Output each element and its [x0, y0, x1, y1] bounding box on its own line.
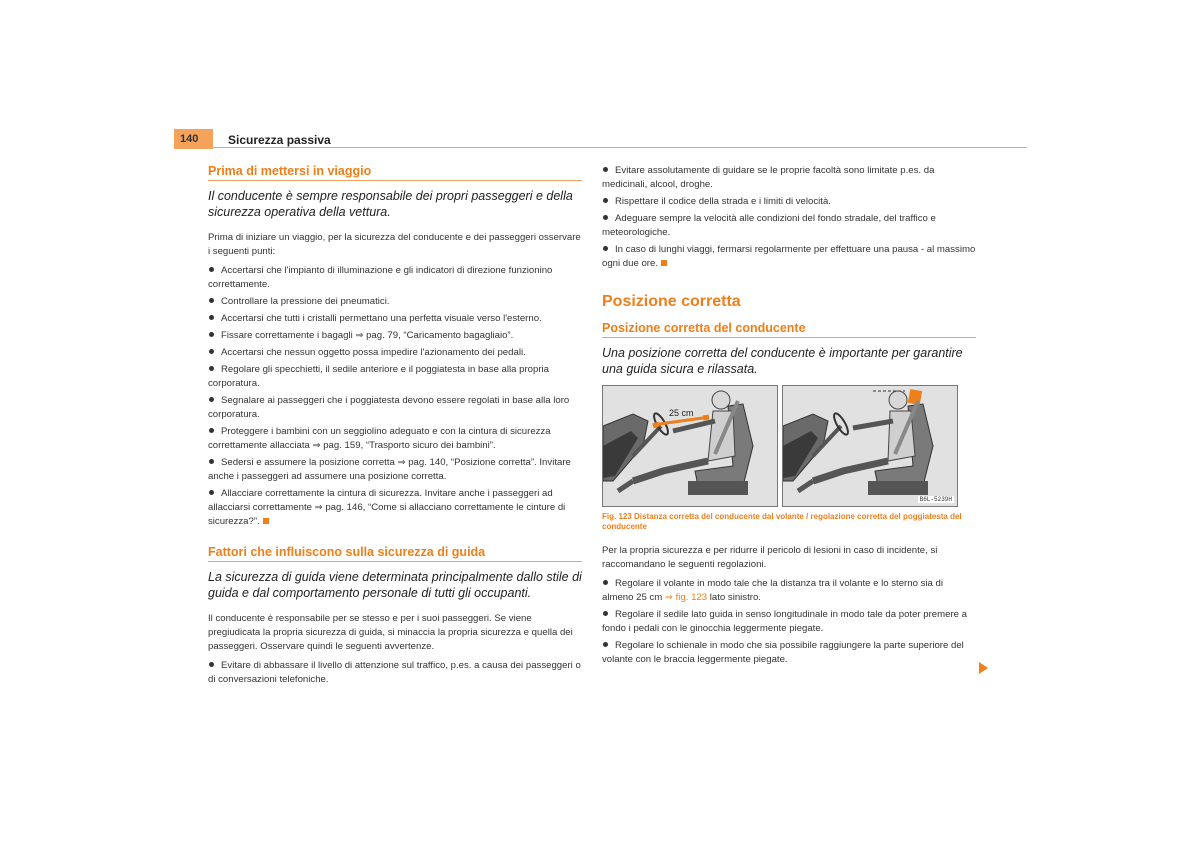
bullet-dot — [209, 349, 214, 354]
bullet-dot — [603, 246, 608, 251]
bullet-dot — [603, 611, 608, 616]
figure-link[interactable]: ⇒ fig. 123 — [664, 592, 708, 603]
list-item: Adeguare sempre la velocità alle condizioni del fondo stradale, del traffico e meteorologiche. — [602, 213, 936, 238]
list-item: Allacciare correttamente la cintura di sicurezza. Invitare anche i passeggeri ad allacciarsi correttamente ⇒ pag. 146, “Come si allacciano correttamente le cinture di sicurezza?”. — [208, 488, 566, 527]
list-item: Fissare correttamente i bagagli ⇒ pag. 79, “Caricamento bagagliaio”. — [208, 329, 582, 343]
section-title: Sicurezza passiva — [228, 133, 331, 147]
list-item: Segnalare ai passeggeri che i poggiatesta devono essere regolati in base alla loro corporatura. — [208, 395, 570, 420]
end-square — [263, 518, 269, 524]
list-item: Regolare lo schienale in modo che sia possibile raggiungere la parte superiore del volante con le braccia leggermente piegate. — [602, 640, 964, 665]
section-heading-prima: Prima di mettersi in viaggio — [208, 164, 582, 181]
list-item: Accertarsi che nessun oggetto possa impedire l'azionamento dei pedali. — [208, 346, 582, 360]
section-intro: Una posizione corretta del conducente è importante per garantire una guida sicura e rilassata. — [602, 346, 963, 376]
bullet-dot — [209, 397, 214, 402]
bullet-dot — [209, 366, 214, 371]
end-square — [661, 260, 667, 266]
section-intro: La sicurezza di guida viene determinata principalmente dallo stile di guida e dal comportamento personale di tutti gli occupanti. — [208, 570, 582, 600]
bullet-dot — [209, 332, 214, 337]
page-number: 140 — [180, 133, 199, 145]
list-item: Controllare la pressione dei pneumatici. — [208, 295, 582, 309]
bullet-dot — [209, 267, 214, 272]
bullet-dot — [603, 642, 608, 647]
figure-caption: Fig. 123 Distanza corretta del conducente dal volante / regolazione corretta del poggiatesta del conducente — [602, 512, 962, 531]
list-item: In caso di lunghi viaggi, fermarsi regolarmente per effettuare una pausa - al massimo ogni due ore. — [602, 244, 976, 269]
continue-arrow-icon[interactable] — [979, 662, 988, 674]
bullet-dot — [209, 428, 214, 433]
list-item: Accertarsi che l'impianto di illuminazione e gli indicatori di direzione funzionino correttamente. — [208, 265, 553, 290]
section-intro: Il conducente è sempre responsabile dei propri passeggeri e della sicurezza operativa della vettura. — [208, 189, 573, 219]
list-item: Evitare assolutamente di guidare se le proprie facoltà sono limitate p.es. da medicinali, alcool, droghe. — [602, 165, 935, 190]
bullet-dot — [209, 662, 214, 667]
bullet-dot — [603, 198, 608, 203]
bullet-dot — [209, 459, 214, 464]
header-rule — [213, 147, 1027, 148]
figure-right-panel — [782, 385, 958, 507]
main-heading: Posizione corretta — [602, 293, 741, 310]
bullet-dot — [209, 315, 214, 320]
left-column — [208, 164, 582, 690]
list-item: Accertarsi che tutti i cristalli permettano una perfetta visuale verso l'esterno. — [208, 312, 582, 326]
bullet-dot — [209, 298, 214, 303]
figure-123 — [602, 385, 958, 507]
driver-distance-illustration — [603, 386, 777, 506]
list-item: Rispettare il codice della strada e i limiti di velocità. — [602, 195, 976, 209]
image-code: B6L-5239H — [919, 496, 952, 503]
list-item: Sedersi e assumere la posizione corretta ⇒ pag. 140, “Posizione corretta”. Invitare anche i passeggeri ad assumere una posizione corretta. — [208, 457, 571, 482]
section-heading-fattori: Fattori che influiscono sulla sicurezza di guida — [208, 545, 582, 562]
paragraph: Prima di iniziare un viaggio, per la sicurezza del conducente e dei passeggeri osservare i seguenti punti: — [208, 232, 581, 257]
sub-heading: Posizione corretta del conducente — [602, 321, 976, 338]
list-item: Evitare di abbassare il livello di attenzione sul traffico, p.es. a causa dei passeggeri o di conversazioni telefoniche. — [208, 660, 581, 685]
bullet-dot — [209, 490, 214, 495]
right-column — [602, 164, 976, 670]
headrest-illustration — [783, 386, 957, 506]
bullet-dot — [603, 580, 608, 585]
list-item: Proteggere i bambini con un seggiolino adeguato e con la cintura di sicurezza correttamente allacciata ⇒ pag. 159, “Trasporto sicuro dei bambini”. — [208, 426, 551, 451]
list-item: Regolare il volante in modo tale che la distanza tra il volante e lo sterno sia di almeno 25 cm ⇒ fig. 123 lato sinistro. — [602, 578, 943, 603]
distance-label: 25 cm — [669, 408, 694, 418]
list-item: Regolare il sedile lato guida in senso longitudinale in modo tale da poter premere a fondo i pedali con le ginocchia leggermente piegate. — [602, 609, 967, 634]
bullet-dot — [603, 215, 608, 220]
paragraph: Il conducente è responsabile per se stesso e per i suoi passeggeri. Se viene pregiudicata la propria sicurezza di guida, si minaccia la propria sicurezza e quella dei passeggeri. Osservare quindi le seguenti avvertenze. — [208, 613, 573, 652]
paragraph: Per la propria sicurezza e per ridurre il pericolo di lesioni in caso di incidente, si raccomandano le seguenti regolazioni. — [602, 545, 938, 570]
figure-left-panel — [602, 385, 778, 507]
bullet-dot — [603, 167, 608, 172]
list-item: Regolare gli specchietti, il sedile anteriore e il poggiatesta in base alla propria corporatura. — [208, 364, 549, 389]
